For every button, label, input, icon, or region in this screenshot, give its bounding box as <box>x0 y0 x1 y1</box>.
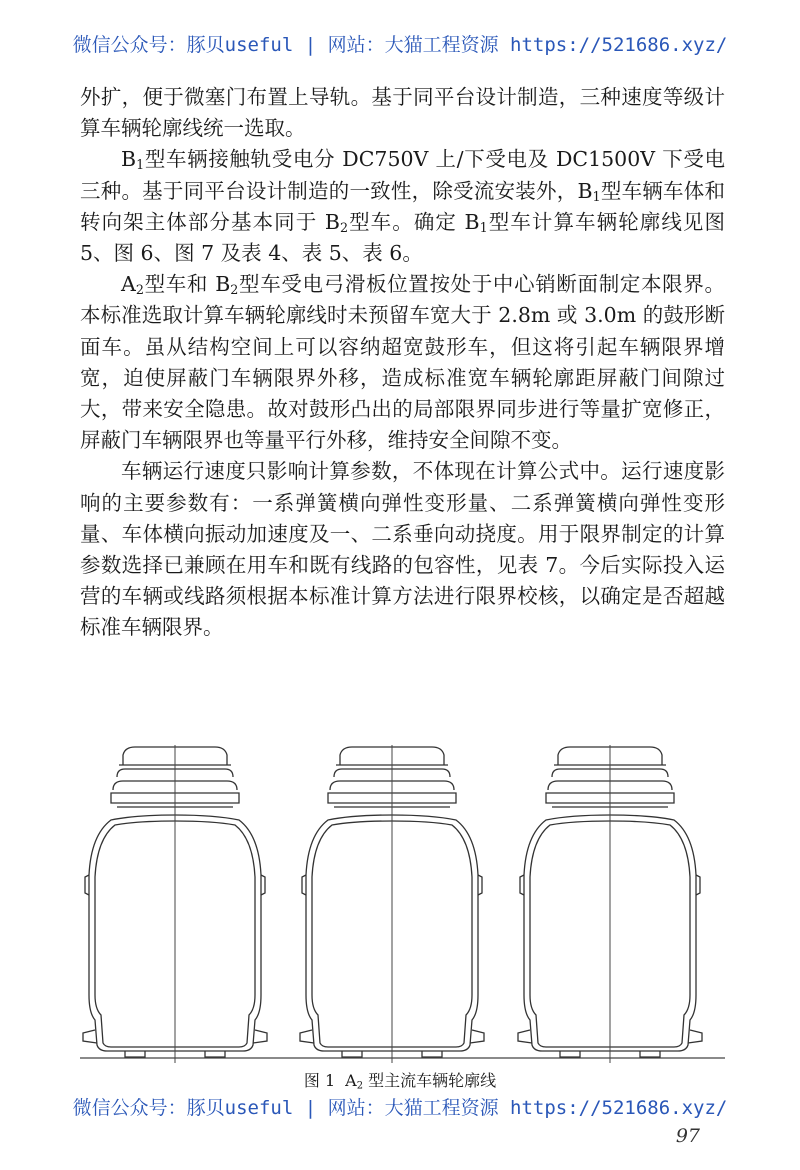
vehicle-outline-1 <box>83 745 267 1063</box>
figure-title-subscript: 2 <box>356 1080 364 1092</box>
vehicle-outline-2 <box>300 745 484 1063</box>
figure-caption <box>0 1068 800 1091</box>
figure-title-text: 型主流车辆轮廓线 <box>363 1071 497 1090</box>
figure-vehicle-outlines <box>80 745 725 1065</box>
paragraph-2: $B_1$型车辆接触轨受电分 DC750V 上/下受电及 DC1500V 下受电三种。基于同平台设计制造的一致性，除受流安装外，$B_1$型车辆车体和转向架主体部分基本同于 $B_2$型车。确定 $B_1$型车计算车辆轮廓线见图 5、图 6、图 7 及表 4、表 5、表 6。 <box>80 147 725 266</box>
paragraph-3: $A_2$型车和 $B_2$型车受电弓滑板位置按处于中心销断面制定本限界。本标准选取计算车辆轮廓线时未预留车宽大于 2.8m 或 3.0m 的鼓形断面车。虽从结构空间上可以容纳超宽鼓形车，但这将引起车辆限界增宽，迫使屏蔽门车辆限界外移，造成标准宽车辆轮廓距屏蔽门间隙过大，带来安全隐患。故对鼓形凸出的局部限界同步进行等量扩宽修正，屏蔽门车辆限界也等量平行外移，维持安全间隙不变。 <box>80 272 725 453</box>
paragraph-4: 车辆运行速度只影响计算参数，不体现在计算公式中。运行速度影响的主要参数有：一系弹簧横向弹性变形量、二系弹簧横向弹性变形量、车体横向振动加速度及一、二系垂向动挠度。用于限界制定的计算参数选择已兼顾在用车和既有线路的包容性，见表 7。今后实际投入运营的车辆或线路须根据本标准计算方法进行限界校核，以确定是否超越标准车辆限界。 <box>80 459 725 640</box>
body-text <box>80 82 725 644</box>
figure-title-letter: A <box>345 1071 357 1090</box>
watermark-top: 微信公众号：豚贝useful | 网站：大猫工程资源 https://521686.xyz/ <box>72 34 728 56</box>
paragraph-1: 外扩，便于微塞门布置上导轨。基于同平台设计制造，三种速度等级计算车辆轮廓线统一选取。 <box>80 85 725 141</box>
page-number: 97 <box>675 1125 700 1147</box>
watermark-bottom: 微信公众号：豚贝useful | 网站：大猫工程资源 https://521686.xyz/ <box>72 1097 728 1119</box>
figure-number: 图 1 <box>303 1071 336 1090</box>
vehicle-outline-3 <box>518 745 702 1063</box>
